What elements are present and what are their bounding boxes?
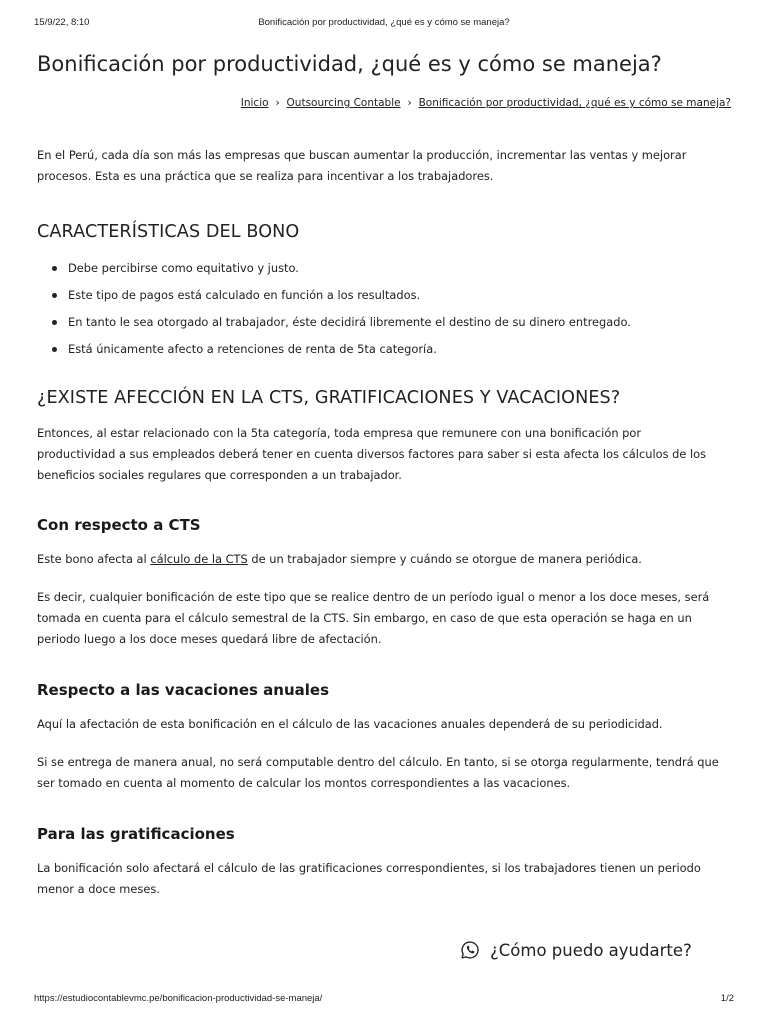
print-document-title: Bonificación por productividad, ¿qué es y cómo se maneja? (258, 17, 510, 28)
afeccion-paragraph (37, 423, 737, 486)
vacaciones-paragraph-1: Aquí la afectación de esta bonificación en el cálculo de las vacaciones anuales dependerá de su periodicidad. (37, 717, 663, 731)
bullet-icon (52, 320, 57, 325)
page-number: 1/2 (720, 993, 734, 1004)
list-item-text: Está únicamente afecto a retenciones de renta de 5ta categoría. (68, 342, 437, 356)
vacaciones-paragraph-2 (37, 752, 737, 794)
paragraph-text: de un trabajador siempre y cuándo se otorgue de manera periódica. (247, 552, 642, 566)
list-item (37, 287, 737, 314)
list-item (37, 341, 737, 368)
intro-line: En el Perú, cada día son más las empresas que buscan aumentar la producción, incrementar las ventas y mejorar (37, 148, 687, 162)
bullet-icon (52, 293, 57, 298)
paragraph-line: Entonces, al estar relacionado con la 5ta categoría, toda empresa que remunere con una bonificación por (37, 426, 642, 440)
section-heading-cts: Con respecto a CTS (37, 516, 201, 534)
list-item (37, 314, 737, 341)
print-footer (34, 993, 734, 1007)
breadcrumb-category-link[interactable]: Outsourcing Contable (286, 97, 401, 109)
list-item-text: Debe percibirse como equitativo y justo. (68, 261, 299, 275)
paragraph-line: Si se entrega de manera anual, no será computable dentro del cálculo. En tanto, si se otorga regularmente, tendrá que (37, 755, 719, 769)
whatsapp-icon (460, 940, 480, 960)
cts-paragraph-1 (37, 549, 737, 570)
gratificaciones-paragraph (37, 858, 737, 900)
print-header (34, 17, 734, 31)
section-heading-vacaciones: Respecto a las vacaciones anuales (37, 681, 330, 699)
article-body (37, 145, 737, 900)
cts-paragraph-2 (37, 587, 737, 650)
paragraph-line: periodo luego a los doce meses quedará libre de afectación. (37, 632, 382, 646)
chevron-right-icon: › (407, 96, 412, 109)
calculo-cts-link[interactable]: cálculo de la CTS (150, 552, 248, 566)
caracteristicas-list (37, 260, 737, 368)
paragraph-line: La bonificación solo afectará el cálculo de las gratificaciones correspondientes, si los trabajadores tienen un periodo (37, 861, 701, 875)
print-date: 15/9/22, 8:10 (34, 17, 90, 28)
intro-line: procesos. Esta es una práctica que se realiza para incentivar a los trabajadores. (37, 169, 494, 183)
bullet-icon (52, 266, 57, 271)
paragraph-line: beneficios sociales regulares que corresponden a un trabajador. (37, 468, 402, 482)
section-heading-afeccion: ¿EXISTE AFECCIÓN EN LA CTS, GRATIFICACIONES Y VACACIONES? (37, 388, 621, 408)
section-heading-caracteristicas: CARACTERÍSTICAS DEL BONO (37, 222, 300, 242)
chevron-right-icon: › (275, 96, 280, 109)
breadcrumb-current-link[interactable]: Bonificación por productividad, ¿qué es y cómo se maneja? (418, 97, 731, 109)
intro-paragraph (37, 145, 737, 187)
bullet-icon (52, 347, 57, 352)
breadcrumb-home-link[interactable]: Inicio (240, 97, 269, 109)
section-heading-gratificaciones: Para las gratificaciones (37, 825, 235, 843)
page-title: Bonificación por productividad, ¿qué es y cómo se maneja? (37, 52, 662, 76)
paragraph-line: tomada en cuenta para el cálculo semestral de la CTS. Sin embargo, en caso de que esta operación se haga en un (37, 611, 692, 625)
paragraph-line: ser tomado en cuenta al momento de calcular los montos correspondientes a las vacaciones. (37, 776, 571, 790)
paragraph-line: menor a doce meses. (37, 882, 160, 896)
paragraph-line: Es decir, cualquier bonificación de este tipo que se realice dentro de un período igual o menor a los doce meses, será (37, 590, 710, 604)
paragraph-line: productividad a sus empleados deberá tener en cuenta diversos factores para saber si esta afecta los cálculos de los (37, 447, 707, 461)
breadcrumb (241, 96, 731, 109)
list-item (37, 260, 737, 287)
list-item-text: En tanto le sea otorgado al trabajador, éste decidirá libremente el destino de su dinero entregado. (68, 315, 631, 329)
print-url: https://estudiocontablevmc.pe/bonificacion-productividad-se-maneja/ (34, 993, 323, 1004)
whatsapp-chat-button[interactable] (460, 936, 692, 964)
list-item-text: Este tipo de pagos está calculado en función a los resultados. (68, 288, 421, 302)
chat-widget-label: ¿Cómo puedo ayudarte? (490, 940, 692, 960)
paragraph-text: Este bono afecta al (37, 552, 151, 566)
